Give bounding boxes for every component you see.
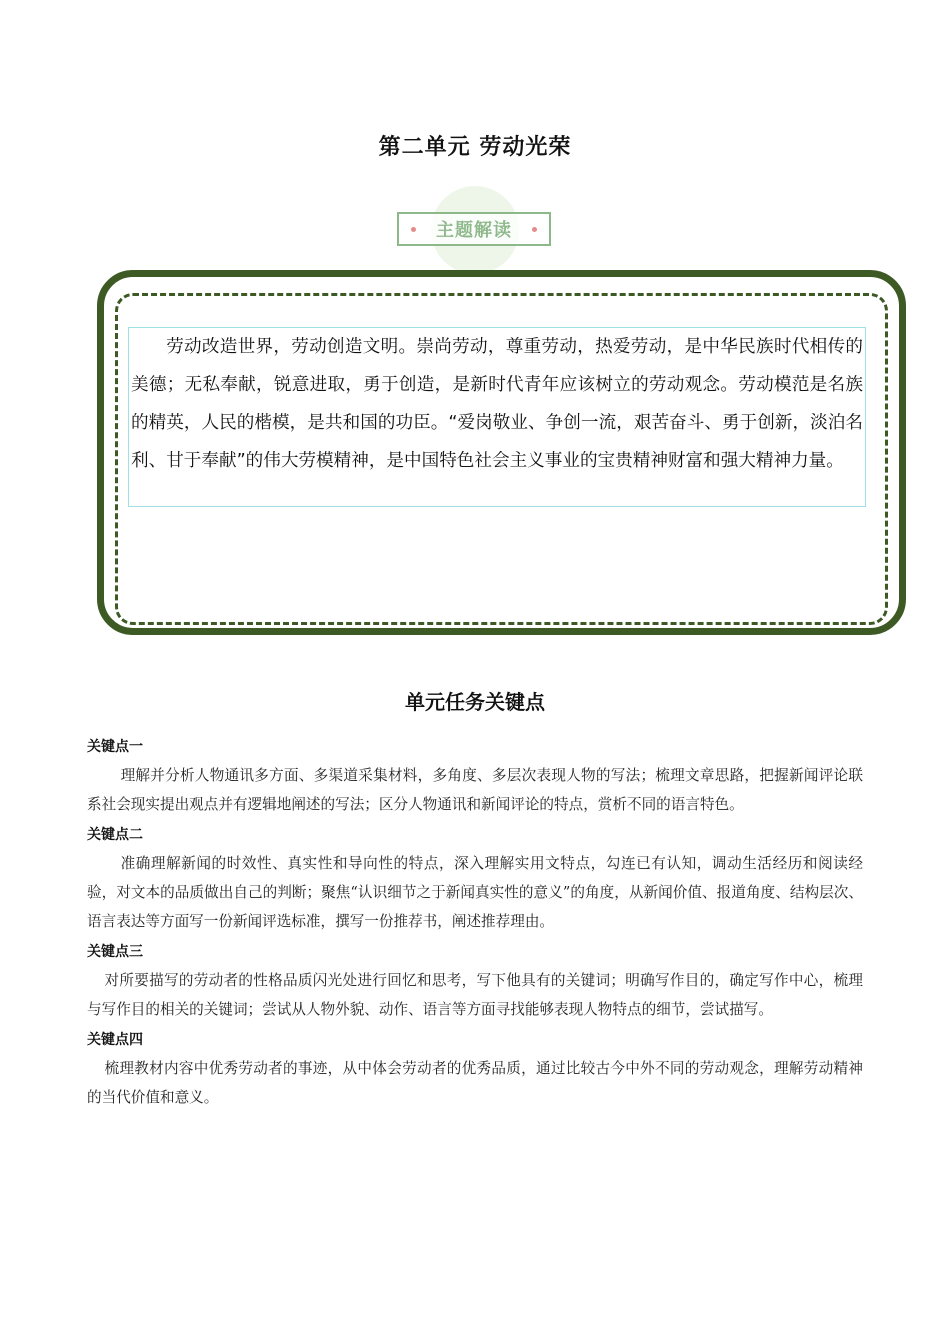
key-points-heading: 单元任务关键点	[405, 690, 545, 714]
key-point-body: 理解并分析人物通讯多方面、多渠道采集材料，多角度、多层次表现人物的写法；梳理文章思路，把握新闻评论联系社会现实提出观点并有逻辑地阐述的写法；区分人物通讯和新闻评论的特点，赏析不同的语言特色。	[87, 767, 863, 813]
key-points-list	[87, 734, 863, 1115]
key-point-body: 梳理教材内容中优秀劳动者的事迹，从中体会劳动者的优秀品质，通过比较古今中外不同的劳动观念，理解劳动精神的当代价值和意义。	[87, 1060, 863, 1106]
key-point-body: 对所要描写的劳动者的性格品质闪光处进行回忆和思考，写下他具有的关键词；明确写作目的，确定写作中心，梳理与写作目的相关的关键词；尝试从人物外貌、动作、语言等方面寻找能够表现人物特点的细节，尝试描写。	[87, 972, 863, 1018]
key-point-2	[87, 822, 863, 936]
theme-badge	[397, 212, 551, 246]
badge-dot-left-icon	[411, 227, 416, 232]
key-point-title: 关键点三	[87, 944, 143, 960]
key-point-title: 关键点二	[87, 827, 143, 843]
key-point-title: 关键点一	[87, 739, 143, 755]
key-point-1	[87, 734, 863, 819]
theme-badge-label: 主题解读	[436, 220, 512, 241]
key-point-body: 准确理解新闻的时效性、真实性和导向性的特点，深入理解实用文特点，勾连已有认知，调动生活经历和阅读经验，对文本的品质做出自己的判断；聚焦“认识细节之于新闻真实性的意义”的角度，从新闻价值、报道角度、结构层次、语言表达等方面写一份新闻评选标准，撰写一份推荐书，阐述推荐理由。	[87, 855, 863, 930]
key-point-title: 关键点四	[87, 1032, 143, 1048]
theme-paragraph: 劳动改造世界，劳动创造文明。崇尚劳动，尊重劳动，热爱劳动，是中华民族时代相传的美德；无私奉献，锐意进取，勇于创造，是新时代青年应该树立的劳动观念。劳动模范是名族的精英，人民的楷模，是共和国的功臣。“爱岗敬业、争创一流，艰苦奋斗、勇于创新，淡泊名利、甘于奉献”的伟大劳模精神，是中国特色社会主义事业的宝贵精神财富和强大精神力量。	[128, 327, 866, 507]
badge-dot-right-icon	[532, 227, 537, 232]
key-point-3	[87, 939, 863, 1024]
unit-title: 第二单元 劳动光荣	[378, 135, 572, 160]
key-point-4	[87, 1027, 863, 1112]
